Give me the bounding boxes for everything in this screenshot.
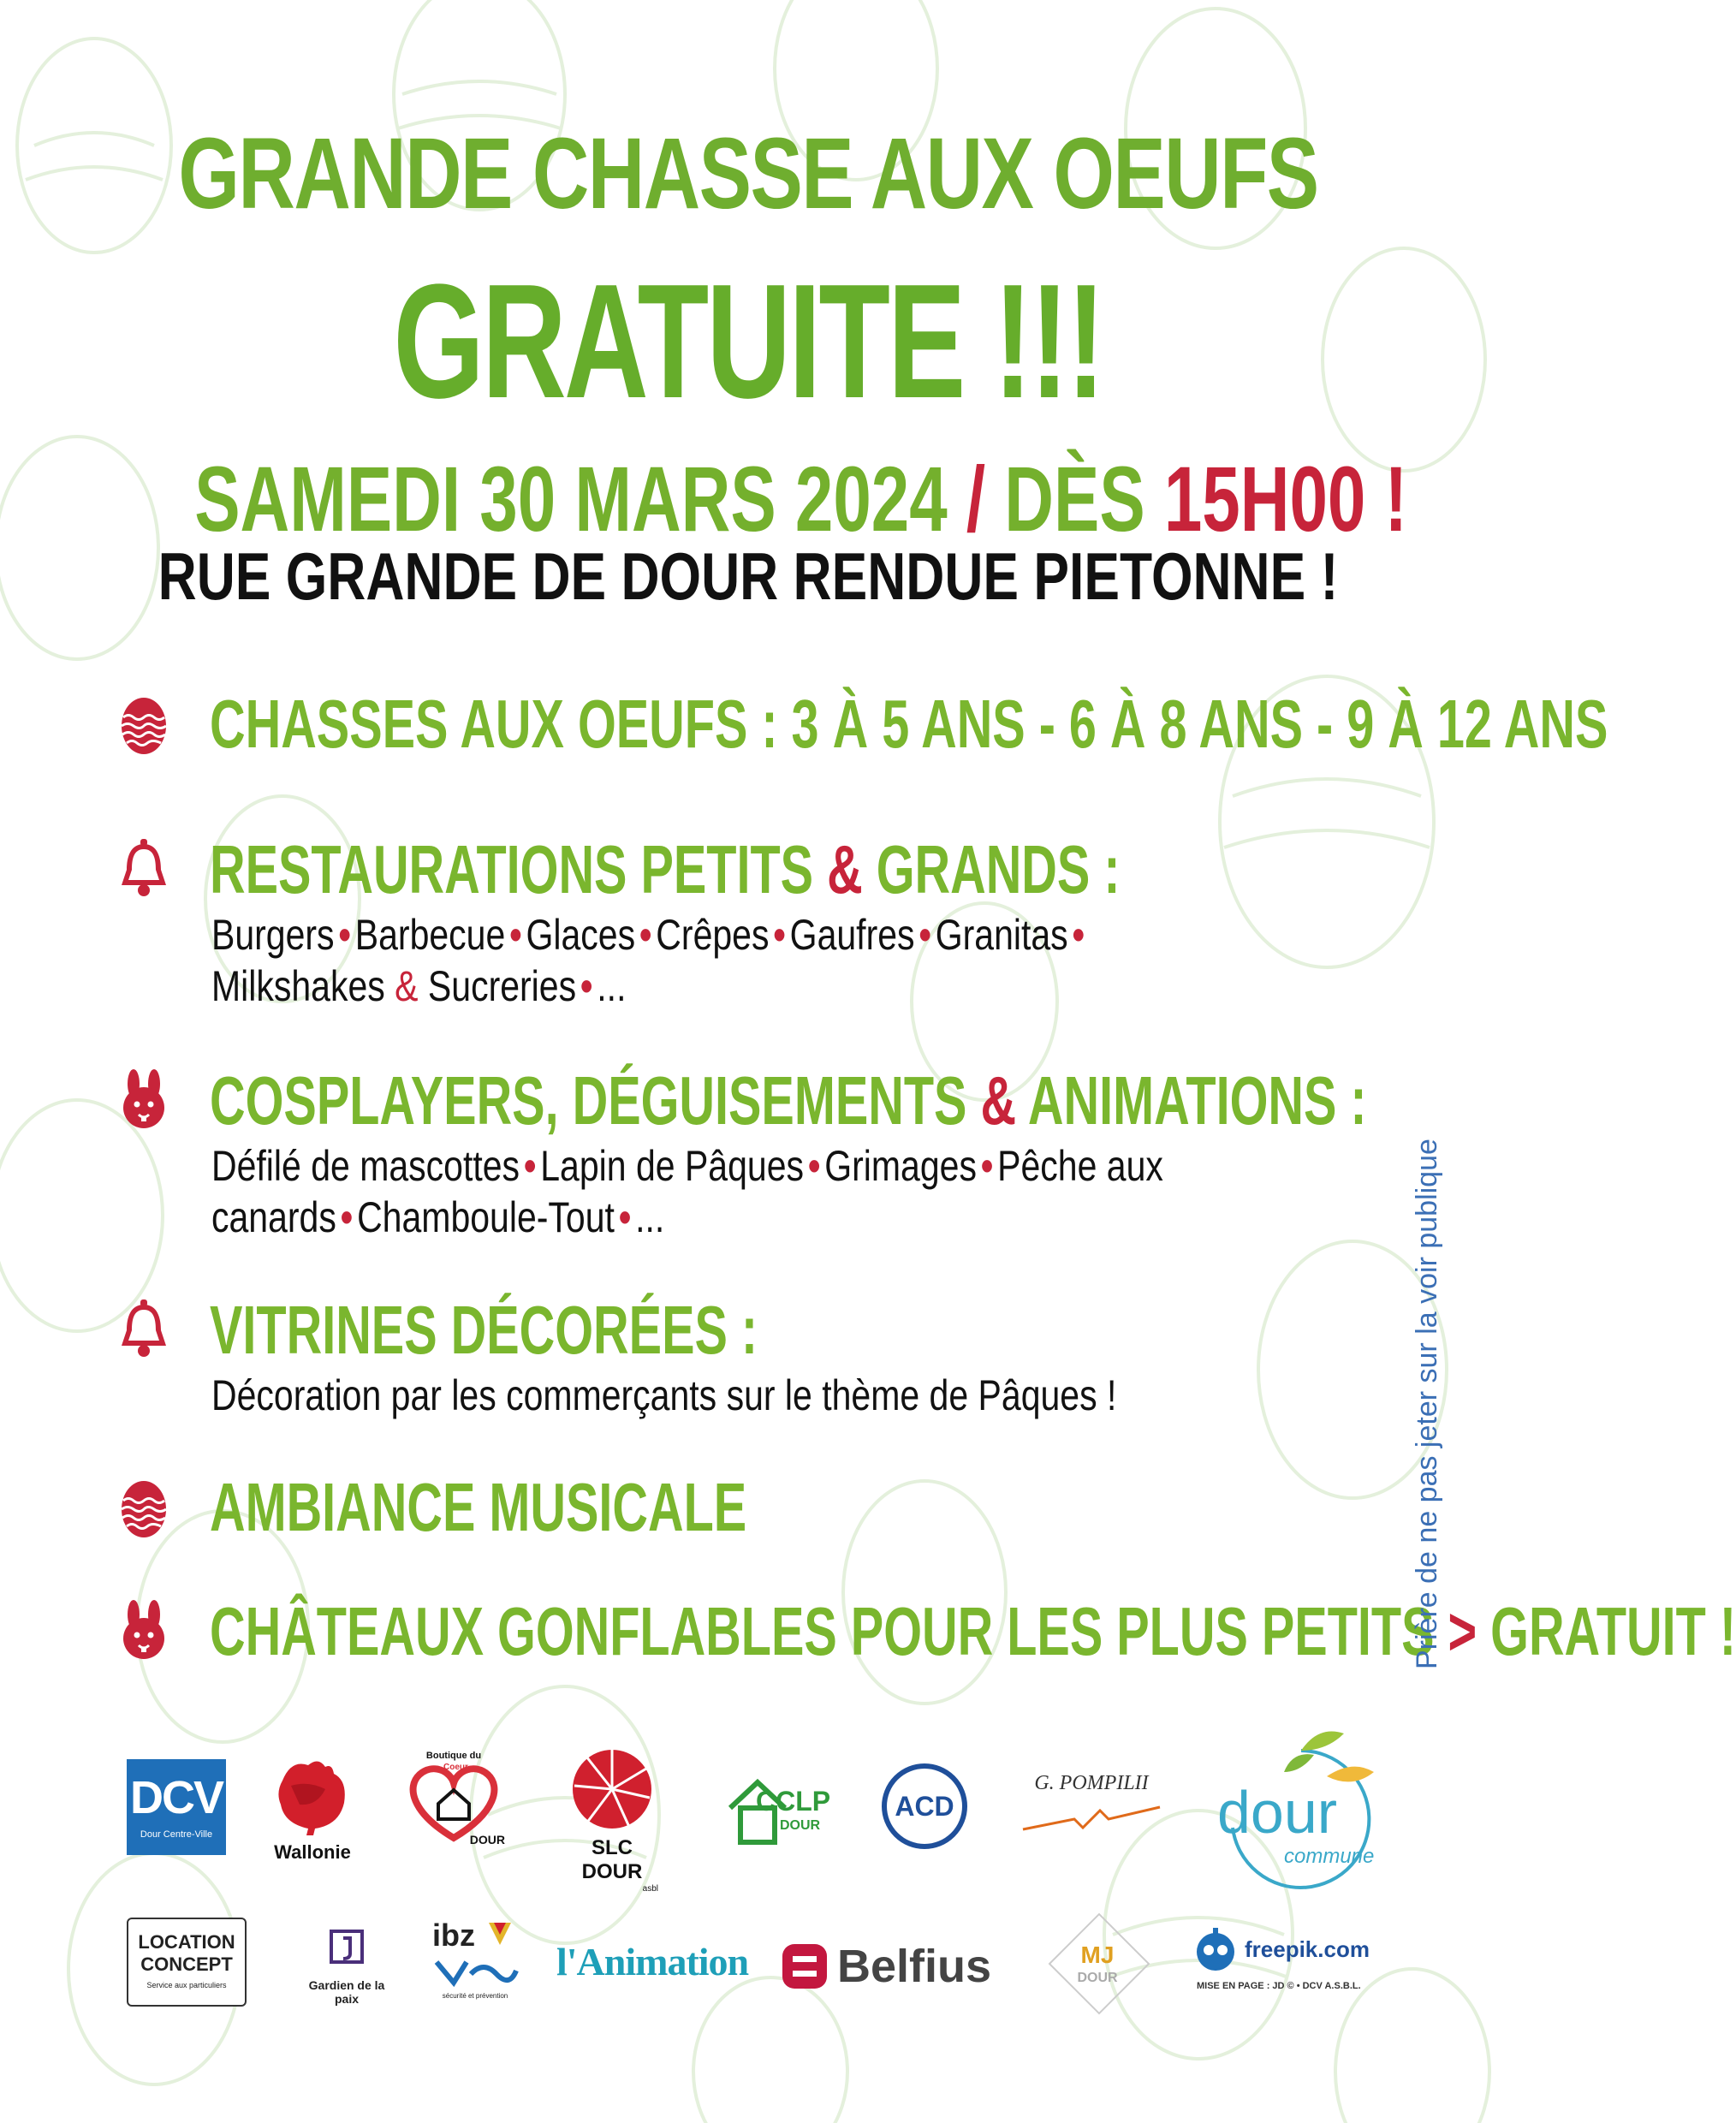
item-title — [210, 1592, 1736, 1671]
boutique-du-coeur-logo — [402, 1751, 505, 1862]
activity: canards — [211, 1193, 336, 1241]
item-title — [210, 830, 1121, 909]
ellipsis: ... — [635, 1193, 665, 1241]
bullet: • — [919, 911, 931, 959]
ampersand: & — [395, 962, 419, 1010]
event-location: RUE GRANDE DE DOUR RENDUE PIETONNE ! — [158, 538, 1339, 614]
food-item: Gaufres — [789, 911, 915, 959]
cclp-logo — [723, 1770, 835, 1847]
layout-credits: MISE EN PAGE : JD © • DCV A.S.B.L. — [1197, 1981, 1361, 1991]
bunny-icon — [111, 1068, 176, 1133]
dour-commune-logo — [1198, 1725, 1387, 1896]
title-part: GRANDS : — [862, 831, 1121, 907]
bullet: • — [340, 1193, 354, 1241]
dcv-logo — [127, 1759, 226, 1855]
bullet: • — [980, 1142, 994, 1190]
egg-icon — [111, 1475, 176, 1540]
bullet: • — [338, 911, 351, 959]
gardien-de-la-paix-logo — [295, 1926, 398, 2012]
lightning-line-icon — [1014, 1795, 1168, 1838]
headline-date-time — [194, 445, 1408, 552]
boutique-bottom-text: DOUR — [469, 1833, 505, 1846]
cclp-logo-subtitle: DOUR — [780, 1818, 821, 1833]
item-title: VITRINES DÉCORÉES : — [210, 1292, 758, 1368]
bullet: • — [639, 911, 652, 959]
item-title: CHASSES AUX OEUFS : 3 À 5 ANS - 6 À 8 ANS - 9 À 12 ANS — [210, 686, 1608, 762]
bullet: • — [1072, 911, 1085, 959]
ibz-logo-subtitle: sécurité et prévention — [442, 1992, 508, 2000]
headline-title: GRANDE CHASSE AUX OEUFS — [178, 117, 1318, 230]
slc-dour-logo — [561, 1746, 663, 1894]
food-item: Milkshakes — [211, 962, 395, 1010]
location-concept-logo — [127, 1918, 247, 2007]
location-line2: CONCEPT — [140, 1954, 233, 1975]
bullet: • — [523, 1142, 537, 1190]
food-item: Burgers — [211, 911, 335, 959]
freepik-logo-text: freepik.com — [1245, 1936, 1370, 1962]
item-description: Décoration par les commerçants sur le thème de Pâques ! — [211, 1371, 1117, 1419]
boutique-top-text: Boutique du — [425, 1751, 482, 1761]
wallonie-logo-text: Wallonie — [274, 1841, 351, 1863]
ellipsis: ... — [597, 962, 627, 1010]
dcv-logo-text: DCV — [129, 1772, 223, 1823]
slc-starburst-icon — [561, 1746, 663, 1832]
item-description — [211, 909, 1194, 1012]
food-item: Crêpes — [656, 911, 770, 959]
item-description — [211, 1140, 1194, 1243]
ibz-logo-text: ibz — [432, 1918, 475, 1953]
activity: Grimages — [824, 1142, 977, 1190]
cclp-logo-text: CCLP — [756, 1786, 831, 1817]
slc-logo-text: SLC DOUR — [581, 1836, 643, 1883]
event-time: 15H00 ! — [1163, 447, 1408, 550]
bullet: • — [773, 911, 786, 959]
belfius-emblem-icon — [781, 1942, 829, 1990]
mj-logo-subtitle: DOUR — [1077, 1971, 1118, 1985]
ibz-wave-icon — [432, 1954, 518, 1988]
ampersand: & — [827, 831, 863, 907]
headline-free: GRATUITE !!! — [393, 251, 1103, 432]
acd-circle — [882, 1763, 967, 1849]
food-item: Sucreries — [418, 962, 577, 1010]
title-part: RESTAURATIONS PETITS — [210, 831, 828, 907]
title-part: CHÂTEAUX GONFLABLES POUR LES PLUS PETITS — [210, 1593, 1448, 1669]
acd-logo — [882, 1763, 976, 1858]
litter-notice: Prière de ne pas jeter sur la voir publique — [1411, 1139, 1443, 1669]
dcv-logo-subtitle: Dour Centre-Ville — [140, 1829, 213, 1840]
activity: Défilé de mascottes — [211, 1142, 520, 1190]
food-item: Barbecue — [354, 911, 506, 959]
pompilii-logo — [1014, 1772, 1168, 1849]
boutique-heart-text: Coeur — [443, 1763, 468, 1772]
freepik-logo — [1190, 1926, 1421, 2003]
location-subtitle: Service aux particuliers — [146, 1981, 227, 1989]
activity: Pêche aux — [997, 1142, 1163, 1190]
slc-logo-subtitle: asbl — [642, 1884, 658, 1894]
heart-house-icon — [402, 1761, 505, 1842]
mj-logo-text: MJ — [1080, 1942, 1115, 1968]
ampersand: & — [980, 1062, 1017, 1139]
bullet: • — [509, 911, 522, 959]
food-item: Glaces — [526, 911, 636, 959]
bullet: • — [618, 1193, 632, 1241]
animation-logo-text: l'Animation — [556, 1940, 749, 1983]
from-word: DÈS — [1004, 447, 1164, 550]
freepik-robot-icon — [1190, 1926, 1241, 1974]
belfius-logo-text: Belfius — [837, 1941, 992, 1992]
arrow-symbol: > — [1448, 1593, 1477, 1669]
bullet: • — [807, 1142, 821, 1190]
gardien-emblem-icon — [326, 1926, 367, 1967]
l-animation-logo — [556, 1939, 749, 1999]
ibz-logo — [432, 1918, 518, 2020]
activity: Lapin de Pâques — [540, 1142, 805, 1190]
date-separator: / — [947, 447, 1005, 550]
rooster-icon — [265, 1755, 360, 1837]
activity: Chamboule-Tout — [357, 1193, 615, 1241]
title-part: GRATUIT ! — [1477, 1593, 1736, 1669]
egg-icon — [111, 692, 176, 757]
belfius-logo — [781, 1936, 1012, 1996]
food-item: Granitas — [935, 911, 1068, 959]
dour-logo-subtitle: commune — [1284, 1845, 1375, 1868]
bullet: • — [580, 962, 593, 1010]
item-title: AMBIANCE MUSICALE — [210, 1469, 747, 1545]
event-date: SAMEDI 30 MARS 2024 — [194, 447, 948, 550]
bell-icon — [111, 837, 176, 902]
gardien-logo-text: Gardien de la paix — [308, 1978, 385, 2006]
wallonie-logo — [265, 1755, 360, 1866]
item-title — [210, 1062, 1367, 1140]
bell-icon — [111, 1298, 176, 1363]
location-line1: LOCATION — [138, 1931, 235, 1953]
dour-logo-text: dour — [1217, 1779, 1338, 1846]
title-part: COSPLAYERS, DÉGUISEMENTS — [210, 1062, 981, 1139]
bunny-icon — [111, 1599, 176, 1664]
acd-logo-text: ACD — [895, 1790, 954, 1822]
mj-dour-logo — [1046, 1911, 1149, 2013]
pompilii-logo-text: G. POMPILII — [1034, 1772, 1149, 1794]
title-part: ANIMATIONS : — [1016, 1062, 1367, 1139]
ibz-flag-icon — [487, 1921, 513, 1947]
